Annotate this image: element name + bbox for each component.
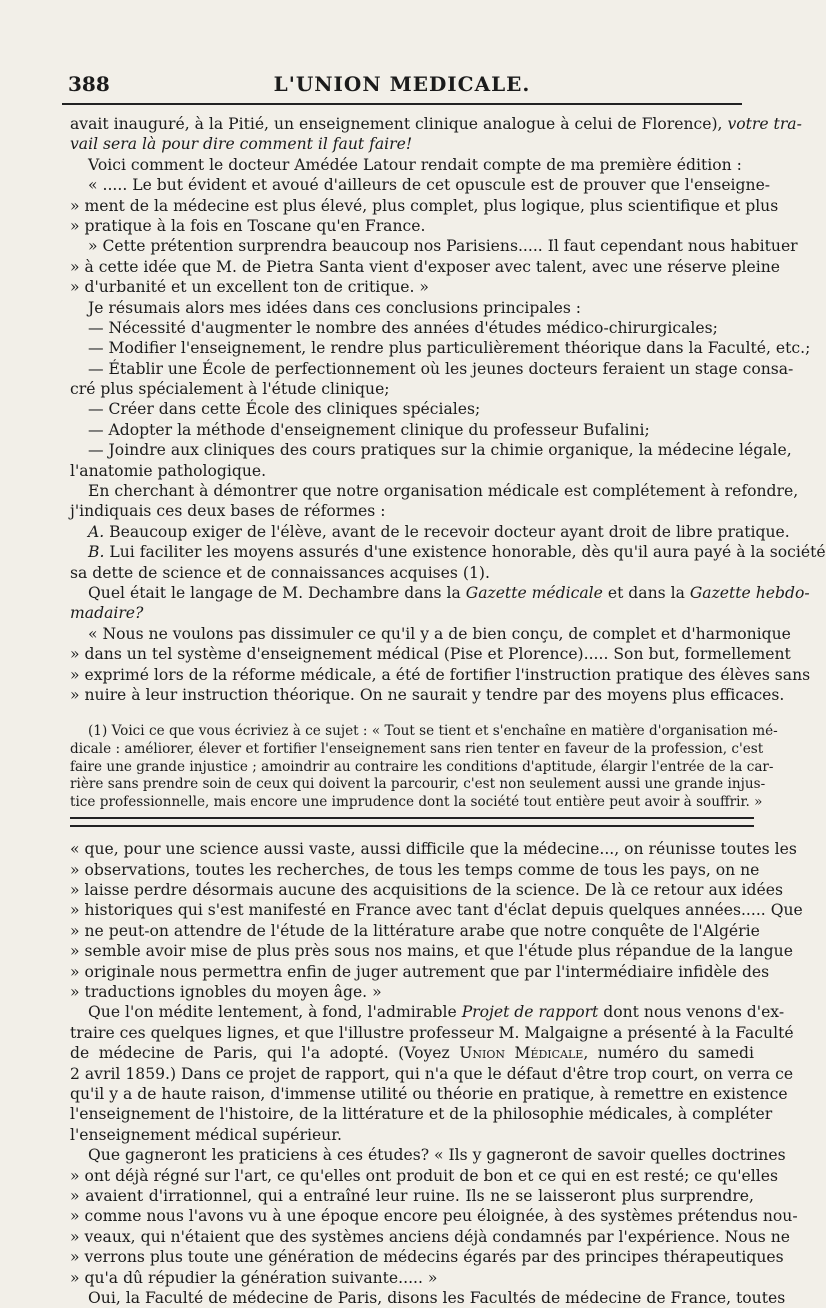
- text-line: [70, 603, 754, 623]
- text-run: sa dette de science et de connaissances acquises (1).: [70, 563, 490, 582]
- footnote-spacer: [70, 705, 754, 719]
- text-run: et dans la: [602, 583, 690, 602]
- text-line: [70, 134, 754, 154]
- text-line: [70, 1227, 790, 1247]
- text-run: » ne peut-on attendre de l'étude de la littérature arabe que notre conquête de l'Algérie: [70, 921, 760, 940]
- text-run: Que gagneront les praticiens à ces études? « Ils y gagneront de savoir quelles doctrines: [88, 1146, 786, 1165]
- text-line: [70, 155, 754, 175]
- text-run: dicale : améliorer, élever et fortifier l'enseignement sans rien tenter en faveur de la profession, c'est: [70, 740, 764, 757]
- italic-text: vail sera là pour dire comment il faut faire!: [70, 135, 413, 154]
- text-line: [70, 982, 754, 1002]
- text-run: En cherchant à démontrer que notre organisation médicale est complétement à refondre,: [88, 482, 799, 501]
- text-run: — Créer dans cette École des cliniques spéciales;: [88, 400, 481, 419]
- text-run: Voici comment le docteur Amédée Latour rendait compte de ma première édition :: [88, 155, 742, 174]
- text-run: » ont déjà régné sur l'art, ce qu'elles ont produit de bon et ce qui en est resté; ce qu'elles: [70, 1166, 778, 1185]
- text-line: [70, 1145, 786, 1165]
- text-line: [70, 114, 802, 134]
- text-line: [70, 542, 826, 562]
- page-header: [62, 66, 742, 96]
- footnote: [70, 723, 778, 811]
- text-line: [70, 1002, 785, 1022]
- text-line: [70, 563, 754, 583]
- text-line: [70, 941, 793, 961]
- text-run: qu'il y a de haute raison, d'immense utilité ou théorie en pratique, à remettre en existence: [70, 1084, 788, 1103]
- footnote-line: [70, 793, 763, 812]
- text-run: l'enseignement médical supérieur.: [70, 1125, 342, 1144]
- text-line: [70, 318, 754, 338]
- text-line: [70, 379, 754, 399]
- body-text-top: [70, 114, 826, 705]
- text-run: « ..... Le but évident et avoué d'ailleurs de cet opuscule est de prouver que l'enseigne-: [88, 176, 771, 195]
- text-line: [70, 298, 754, 318]
- small-caps-text: Union Médicale: [459, 1044, 584, 1063]
- text-run: (1) Voici ce que vous écriviez à ce sujet : « Tout se tient et s'enchaîne en matière d'organisation mé-: [88, 723, 778, 740]
- text-line: [70, 461, 754, 481]
- text-line: [70, 921, 760, 941]
- page-body: [70, 114, 826, 1308]
- italic-text: Gazette médicale: [465, 583, 603, 602]
- text-line: [70, 1023, 794, 1043]
- text-line: [70, 860, 760, 880]
- text-run: — Nécessité d'augmenter le nombre des années d'études médico-chirurgicales;: [88, 318, 718, 337]
- text-run: » laisse perdre désormais aucune des acquisitions de la science. De là ce retour aux idées: [70, 881, 783, 900]
- text-line: [70, 522, 790, 542]
- text-run: , numéro du samedi: [583, 1044, 754, 1063]
- italic-text: B.: [88, 543, 105, 562]
- text-run: » observations, toutes les recherches, de tous les temps comme de tous les pays, on ne: [70, 860, 760, 879]
- text-line: [70, 1166, 778, 1186]
- text-run: Lui faciliter les moyens assurés d'une existence honorable, dès qu'il aura payé à la société: [104, 543, 826, 562]
- text-run: « que, pour une science aussi vaste, aussi difficile que la médecine..., on réunisse toutes les: [70, 840, 797, 859]
- text-line: [70, 359, 794, 379]
- text-run: faire une grande injustice ; amoindrir au contraire les conditions d'aptitude, élargir l'entrée de la car-: [70, 758, 774, 775]
- italic-text: Gazette hebdo-: [689, 583, 810, 602]
- text-line: [70, 1043, 754, 1063]
- italic-text: A.: [88, 522, 105, 541]
- text-line: [70, 399, 754, 419]
- italic-text: madaire?: [70, 604, 144, 623]
- text-line: [70, 665, 811, 685]
- text-line: [70, 685, 785, 705]
- text-run: » dans un tel système d'enseignement médical (Pise et Plorence)..... Son but, formellement: [70, 645, 791, 664]
- text-run: avait inauguré, à la Pitié, un enseignement clinique analogue à celui de Florence),: [70, 115, 728, 133]
- footnote-line: [70, 740, 764, 759]
- text-line: [70, 501, 754, 521]
- text-line: [70, 900, 803, 920]
- text-line: [70, 583, 810, 603]
- section-double-rule: [70, 817, 754, 827]
- text-line: [70, 624, 791, 644]
- text-line: [70, 420, 754, 440]
- text-run: » verrons plus toute une génération de médecins égarés par des principes thérapeutiques: [70, 1248, 784, 1267]
- text-run: » avaient d'irrationnel, qui a entraîné leur ruine. Ils ne se laisseront plus surprendre,: [70, 1186, 754, 1205]
- text-line: [70, 1206, 798, 1226]
- text-line: [70, 481, 799, 501]
- footnote-line: [70, 776, 766, 794]
- text-run: l'enseignement de l'histoire, de la littérature et de la philosophie médicales, à compléter: [70, 1105, 773, 1124]
- text-line: [70, 236, 798, 256]
- running-title: L'UNION MEDICALE.: [273, 72, 531, 96]
- text-run: l'anatomie pathologique.: [70, 461, 267, 480]
- text-run: dont nous venons d'ex-: [598, 1003, 785, 1022]
- text-run: Beaucoup exiger de l'élève, avant de le recevoir docteur ayant droit de libre pratique.: [104, 522, 790, 541]
- text-line: [70, 196, 779, 216]
- text-run: » ment de la médecine est plus élevé, plus complet, plus logique, plus scientifique et plus: [70, 196, 779, 215]
- text-run: — Adopter la méthode d'enseignement clinique du professeur Bufalini;: [88, 420, 650, 439]
- text-line: [70, 880, 783, 900]
- text-run: Que l'on médite lentement, à fond, l'admirable: [88, 1003, 462, 1022]
- text-run: » historiques qui s'est manifesté en France avec tant d'éclat depuis quelques années..... Que: [70, 901, 803, 920]
- text-run: — Modifier l'enseignement, le rendre plus particulièrement théorique dans la Faculté, etc.;: [88, 339, 811, 358]
- text-line: [70, 1125, 754, 1145]
- text-line: [70, 1084, 788, 1104]
- text-run: — Établir une École de perfectionnement où les jeunes docteurs feraient un stage consa-: [88, 359, 794, 378]
- text-line: [70, 1247, 784, 1267]
- text-line: [70, 1186, 754, 1206]
- footnote-line: [70, 723, 778, 741]
- text-run: » traductions ignobles du moyen âge. »: [70, 983, 382, 1002]
- footnote-line: [70, 758, 774, 777]
- text-run: » à cette idée que M. de Pietra Santa vient d'exposer avec talent, avec une réserve pleine: [70, 257, 781, 276]
- text-line: [70, 440, 792, 460]
- text-run: « Nous ne voulons pas dissimuler ce qu'il y a de bien conçu, de complet et d'harmonique: [88, 624, 791, 643]
- text-run: » pratique à la fois en Toscane qu'en France.: [70, 216, 426, 235]
- text-line: [70, 1064, 794, 1084]
- text-line: [70, 216, 754, 236]
- text-run: » qu'a dû répudier la génération suivante..... »: [70, 1268, 438, 1287]
- text-run: » semble avoir mise de plus près sous nos mains, et que l'étude plus répandue de la langue: [70, 942, 793, 961]
- text-line: [70, 962, 770, 982]
- text-line: [70, 1104, 773, 1124]
- text-line: [70, 644, 791, 664]
- text-run: cré plus spécialement à l'étude clinique;: [70, 380, 390, 399]
- text-line: [70, 175, 771, 195]
- text-line: [70, 1288, 786, 1308]
- text-run: 2 avril 1859.) Dans ce projet de rapport, qui n'a que le défaut d'être trop court, on verra ce: [70, 1064, 794, 1083]
- text-run: » exprimé lors de la réforme médicale, a été de fortifier l'instruction pratique des élèves sans: [70, 665, 811, 684]
- header-rule: [62, 103, 742, 105]
- text-line: [70, 277, 754, 297]
- text-line: [70, 839, 797, 859]
- text-run: » Cette prétention surprendra beaucoup nos Parisiens..... Il faut cependant nous habituer: [88, 237, 798, 256]
- text-run: tice professionnelle, mais encore une imprudence dont la société tout entière peut avoir à souffrir. »: [70, 793, 763, 810]
- text-run: rière sans prendre soin de ceux qui doivent la parcourir, c'est non seulement aussi une grande injus-: [70, 776, 766, 793]
- text-line: [70, 338, 811, 358]
- text-run: — Joindre aux cliniques des cours pratiques sur la chimie organique, la médecine légale,: [88, 441, 792, 460]
- italic-text: Projet de rapport: [461, 1003, 599, 1022]
- text-run: de médecine de Paris, qui l'a adopté. (Voyez: [70, 1044, 460, 1063]
- text-line: [70, 1268, 754, 1288]
- text-run: j'indiquais ces deux bases de réformes :: [70, 502, 386, 521]
- text-run: traire ces quelques lignes, et que l'illustre professeur M. Malgaigne a présenté à la Faculté: [70, 1023, 794, 1042]
- page-number: 388: [68, 72, 110, 96]
- text-run: » d'urbanité et un excellent ton de critique. »: [70, 278, 429, 297]
- text-run: » veaux, qui n'étaient que des systèmes anciens déjà condamnés par l'expérience. Nous ne: [70, 1227, 790, 1246]
- text-run: » comme nous l'avons vu à une époque encore peu éloignée, à des systèmes prétendus nou-: [70, 1207, 798, 1226]
- text-run: Oui, la Faculté de médecine de Paris, disons les Facultés de médecine de France, toutes: [88, 1288, 786, 1307]
- text-run: » originale nous permettra enfin de juger autrement que par l'intermédiaire infidèle des: [70, 962, 770, 981]
- text-run: Je résumais alors mes idées dans ces conclusions principales :: [88, 298, 582, 317]
- body-text-bottom: [70, 839, 803, 1308]
- text-run: » nuire à leur instruction théorique. On ne saurait y tendre par des moyens plus efficaces.: [70, 685, 785, 704]
- italic-text: votre tra-: [727, 115, 802, 133]
- text-line: [70, 257, 781, 277]
- text-run: Quel était le langage de M. Dechambre dans la: [88, 583, 466, 602]
